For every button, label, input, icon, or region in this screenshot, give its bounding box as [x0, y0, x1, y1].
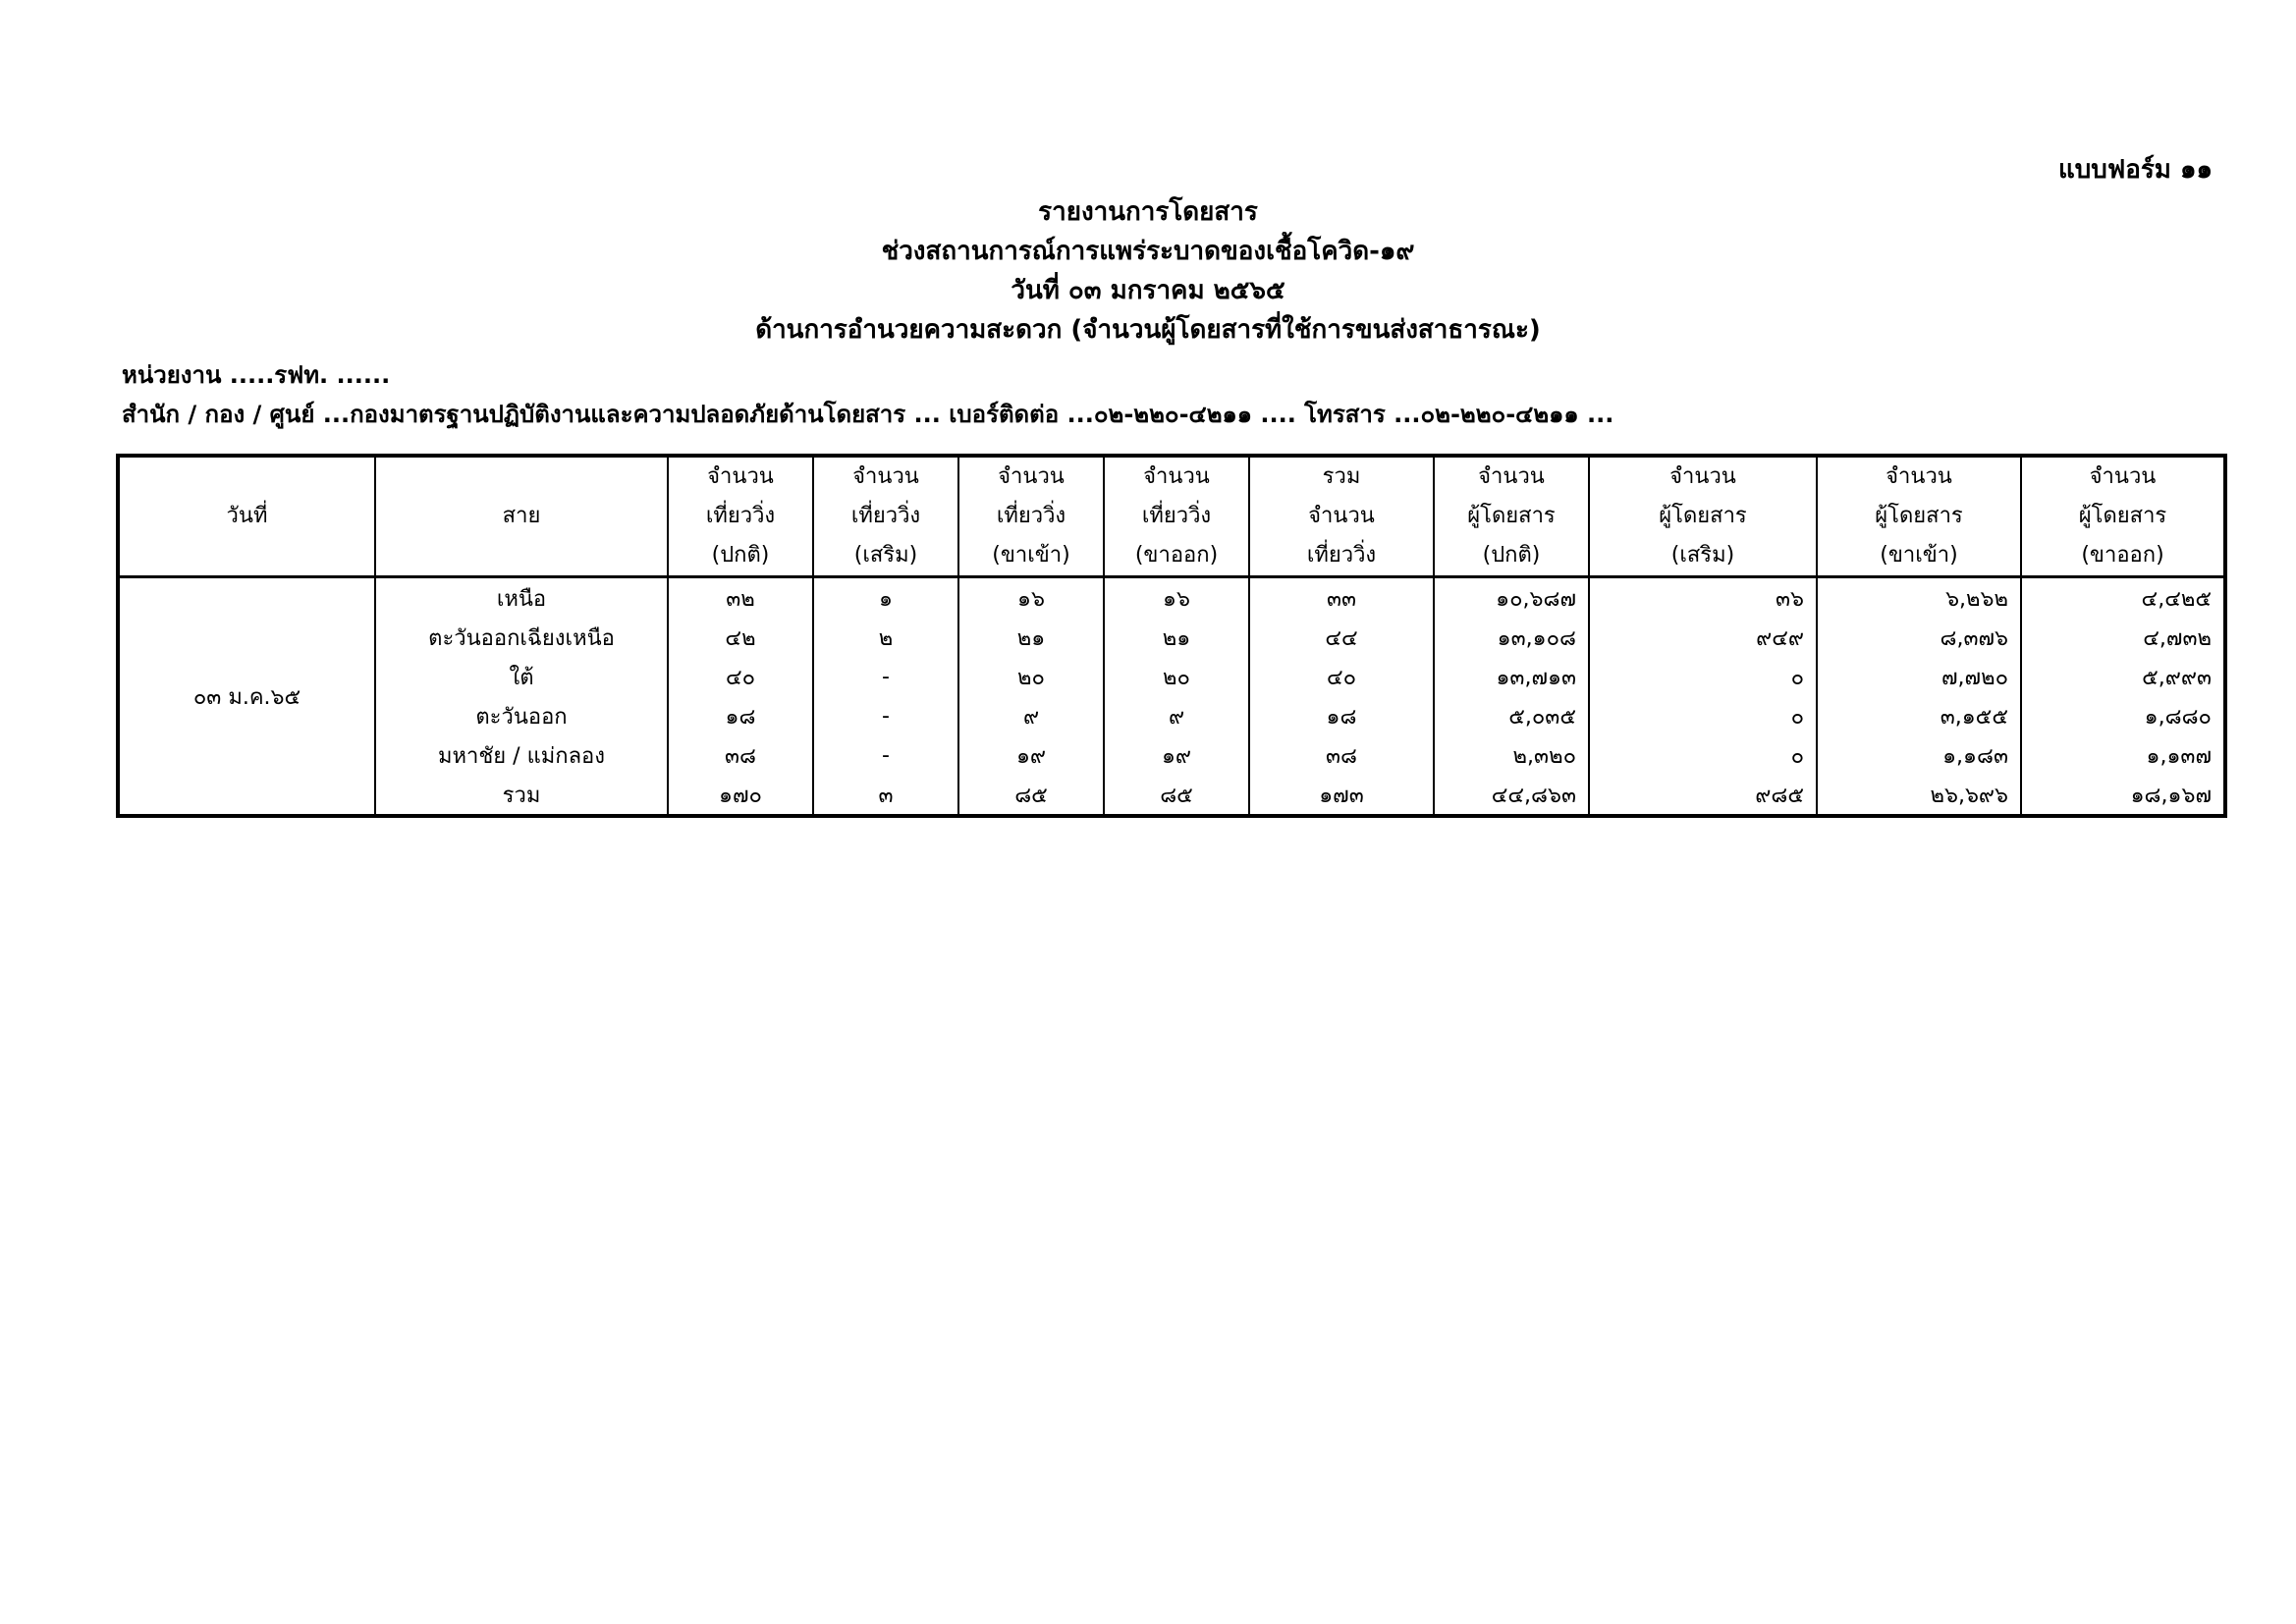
- trips-inbound: ๒๐: [958, 657, 1104, 696]
- trips-total: ๑๗๓: [1249, 775, 1434, 816]
- header-passengers-outbound: จำนวน ผู้โดยสาร (ขาออก): [2021, 456, 2225, 577]
- passengers-normal: ๕,๐๓๕: [1434, 696, 1589, 735]
- passengers-outbound: ๑,๘๘๐: [2021, 696, 2225, 735]
- line-name: ตะวันออก: [375, 696, 668, 735]
- trips-inbound: ๑๖: [958, 577, 1104, 619]
- trips-extra: -: [813, 696, 958, 735]
- trips-total: ๔๐: [1249, 657, 1434, 696]
- trips-outbound: ๒๑: [1104, 618, 1249, 657]
- passengers-outbound: ๑๘,๑๖๗: [2021, 775, 2225, 816]
- passengers-inbound: ๑,๑๘๓: [1817, 735, 2021, 775]
- trips-total: ๓๓: [1249, 577, 1434, 619]
- passengers-outbound: ๔,๔๒๕: [2021, 577, 2225, 619]
- form-number-label: แบบฟอร์ม ๑๑: [2058, 155, 2213, 185]
- trips-inbound: ๒๑: [958, 618, 1104, 657]
- passenger-report-table: [116, 454, 2227, 818]
- table-row: [118, 577, 2225, 619]
- table-row: [118, 735, 2225, 775]
- passengers-inbound: ๘,๓๗๖: [1817, 618, 2021, 657]
- passengers-normal: ๔๔,๘๖๓: [1434, 775, 1589, 816]
- trips-normal: ๔๒: [668, 618, 813, 657]
- passengers-inbound: ๗,๗๒๐: [1817, 657, 2021, 696]
- table-row: [118, 696, 2225, 735]
- passengers-extra: ๙๔๙: [1589, 618, 1817, 657]
- trips-outbound: ๒๐: [1104, 657, 1249, 696]
- trips-total: ๔๔: [1249, 618, 1434, 657]
- header-trips-outbound: จำนวน เที่ยววิ่ง (ขาออก): [1104, 456, 1249, 577]
- trips-normal: ๑๘: [668, 696, 813, 735]
- header-passengers-extra: จำนวน ผู้โดยสาร (เสริม): [1589, 456, 1817, 577]
- passengers-inbound: ๒๖,๖๙๖: [1817, 775, 2021, 816]
- header-passengers-normal: จำนวน ผู้โดยสาร (ปกติ): [1434, 456, 1589, 577]
- table-header-row: [118, 456, 2225, 577]
- passengers-normal: ๑๓,๗๑๓: [1434, 657, 1589, 696]
- passengers-extra: ๙๘๕: [1589, 775, 1817, 816]
- trips-normal: ๑๗๐: [668, 775, 813, 816]
- report-subtitle-covid: ช่วงสถานการณ์การแพร่ระบาดของเชื้อโควิด-๑๙: [881, 237, 1415, 266]
- trips-outbound: ๑๖: [1104, 577, 1249, 619]
- total-label: รวม: [375, 775, 668, 816]
- passengers-outbound: ๔,๗๓๒: [2021, 618, 2225, 657]
- report-title-block: [0, 192, 2296, 350]
- table-row: [118, 657, 2225, 696]
- table-total-row: [118, 775, 2225, 816]
- line-name: ตะวันออกเฉียงเหนือ: [375, 618, 668, 657]
- passengers-normal: ๑๓,๑๐๘: [1434, 618, 1589, 657]
- report-date: วันที่ ๐๓ มกราคม ๒๕๖๕: [1011, 276, 1285, 305]
- line-name: มหาชัย / แม่กลอง: [375, 735, 668, 775]
- trips-total: ๓๘: [1249, 735, 1434, 775]
- header-trips-total: รวม จำนวน เที่ยววิ่ง: [1249, 456, 1434, 577]
- trips-extra: ๑: [813, 577, 958, 619]
- header-date: วันที่: [118, 456, 375, 577]
- trips-inbound: ๑๙: [958, 735, 1104, 775]
- header-passengers-inbound: จำนวน ผู้โดยสาร (ขาเข้า): [1817, 456, 2021, 577]
- line-name: ใต้: [375, 657, 668, 696]
- trips-normal: ๓๘: [668, 735, 813, 775]
- report-title: รายงานการโดยสาร: [1038, 197, 1258, 227]
- passengers-extra: ๓๖: [1589, 577, 1817, 619]
- header-trips-extra: จำนวน เที่ยววิ่ง (เสริม): [813, 456, 958, 577]
- trips-outbound: ๙: [1104, 696, 1249, 735]
- date-cell: ๐๓ ม.ค.๖๕: [118, 577, 375, 817]
- passengers-extra: ๐: [1589, 696, 1817, 735]
- line-name: เหนือ: [375, 577, 668, 619]
- trips-extra: -: [813, 657, 958, 696]
- passengers-outbound: ๑,๑๓๗: [2021, 735, 2225, 775]
- passengers-inbound: ๖,๒๖๒: [1817, 577, 2021, 619]
- trips-total: ๑๘: [1249, 696, 1434, 735]
- trips-outbound: ๑๙: [1104, 735, 1249, 775]
- passengers-outbound: ๕,๙๙๓: [2021, 657, 2225, 696]
- trips-inbound: ๘๕: [958, 775, 1104, 816]
- passengers-normal: ๒,๓๒๐: [1434, 735, 1589, 775]
- passengers-extra: ๐: [1589, 735, 1817, 775]
- trips-outbound: ๘๕: [1104, 775, 1249, 816]
- trips-extra: ๓: [813, 775, 958, 816]
- passengers-normal: ๑๐,๖๘๗: [1434, 577, 1589, 619]
- header-trips-normal: จำนวน เที่ยววิ่ง (ปกติ): [668, 456, 813, 577]
- header-trips-inbound: จำนวน เที่ยววิ่ง (ขาเข้า): [958, 456, 1104, 577]
- trips-normal: ๓๒: [668, 577, 813, 619]
- report-category: ด้านการอำนวยความสะดวก (จำนวนผู้โดยสารที่ใช้การขนส่งสาธารณะ): [755, 315, 1541, 345]
- trips-extra: ๒: [813, 618, 958, 657]
- passengers-inbound: ๓,๑๕๕: [1817, 696, 2021, 735]
- table-row: [118, 618, 2225, 657]
- trips-normal: ๔๐: [668, 657, 813, 696]
- office-contact-line: สำนัก / กอง / ศูนย์ ...กองมาตรฐานปฏิบัติงานและความปลอดภัยด้านโดยสาร ... เบอร์ติดต่อ ...๐๒-๒๒๐-๔๒๑๑ .... โทรสาร ...๐๒-๒๒๐-๔๒๑๑ ...: [122, 401, 1614, 428]
- agency-line: หน่วยงาน .....รฟท. ......: [122, 361, 391, 389]
- trips-extra: -: [813, 735, 958, 775]
- passengers-extra: ๐: [1589, 657, 1817, 696]
- trips-inbound: ๙: [958, 696, 1104, 735]
- header-line: สาย: [375, 456, 668, 577]
